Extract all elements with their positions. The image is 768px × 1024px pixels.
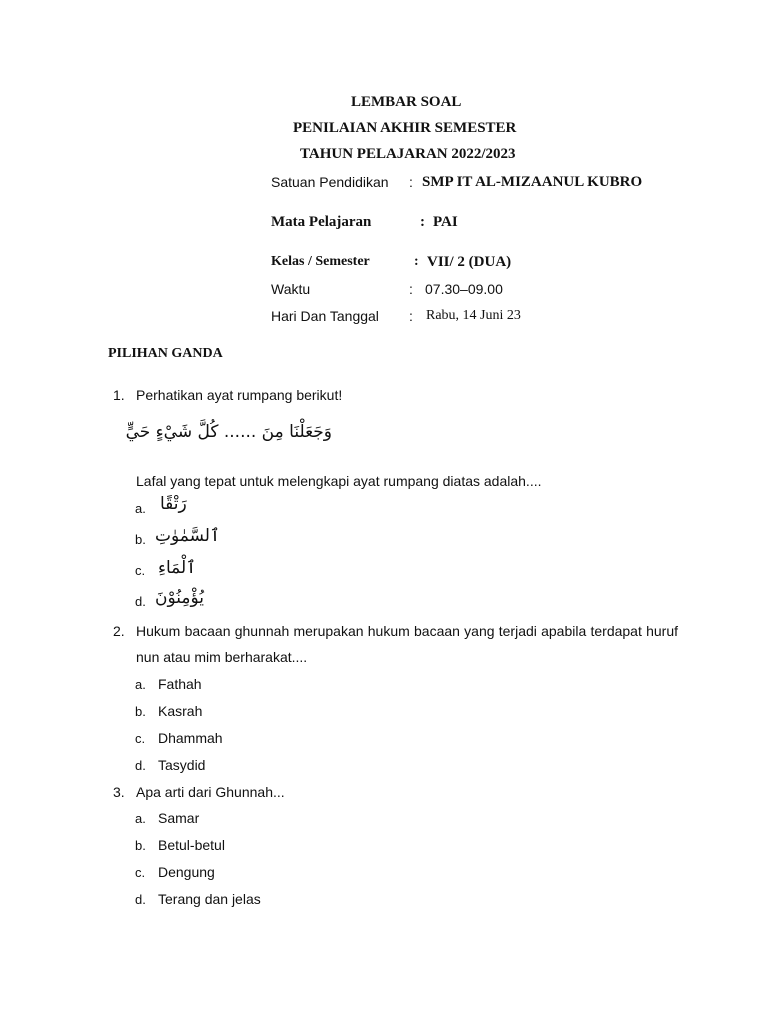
option-a-arabic[interactable]: رَتْقًا	[160, 494, 187, 514]
question-text: Apa arti dari Ghunnah...	[136, 784, 285, 800]
option-letter-d: d.	[135, 892, 146, 907]
option-d-text[interactable]: Terang dan jelas	[158, 891, 261, 907]
info-label-tanggal: Hari Dan Tanggal	[271, 308, 379, 324]
question-followup: Lafal yang tepat untuk melengkapi ayat rumpang diatas adalah....	[136, 473, 542, 489]
info-sep-waktu: :	[409, 281, 413, 297]
question-number: 1.	[113, 387, 125, 403]
option-a-text[interactable]: Fathah	[158, 676, 202, 692]
option-c-text[interactable]: Dengung	[158, 864, 215, 880]
option-letter-c: c.	[135, 731, 146, 746]
info-value-mapel: PAI	[433, 214, 458, 230]
info-label-kelas: Kelas / Semester	[271, 254, 370, 269]
question-text: Perhatikan ayat rumpang berikut!	[136, 387, 343, 403]
option-letter-b: b.	[135, 532, 146, 547]
section-title: PILIHAN GANDA	[108, 346, 223, 361]
info-value-kelas: VII/ 2 (DUA)	[427, 254, 512, 270]
option-letter-b: b.	[135, 704, 146, 719]
header-title-line3: TAHUN PELAJARAN 2022/2023	[300, 146, 516, 162]
option-letter-d: d.	[135, 594, 146, 609]
info-label-satuan: Satuan Pendidikan	[271, 174, 389, 190]
option-letter-c: c.	[135, 865, 146, 880]
question-number: 3.	[113, 784, 125, 800]
question-number: 2.	[113, 623, 125, 639]
info-sep-tanggal: :	[409, 308, 413, 324]
option-letter-a: a.	[135, 677, 146, 692]
header-title-line1: LEMBAR SOAL	[351, 94, 462, 110]
question-text-line2: nun atau mim berharakat....	[136, 649, 308, 665]
info-value-tanggal: Rabu, 14 Juni 23	[426, 308, 521, 323]
option-letter-c: c.	[135, 563, 146, 578]
option-d-text[interactable]: Tasydid	[158, 757, 206, 773]
option-b-text[interactable]: Kasrah	[158, 703, 203, 719]
option-letter-d: d.	[135, 758, 146, 773]
info-sep-mapel: :	[420, 214, 425, 230]
option-letter-b: b.	[135, 838, 146, 853]
info-label-waktu: Waktu	[271, 281, 311, 297]
info-value-satuan: SMP IT AL-MIZAANUL KUBRO	[422, 174, 643, 190]
option-b-text[interactable]: Betul-betul	[158, 837, 225, 853]
header-title-line2: PENILAIAN AKHIR SEMESTER	[293, 120, 517, 136]
option-a-text[interactable]: Samar	[158, 810, 200, 826]
option-letter-a: a.	[135, 811, 146, 826]
info-label-mapel: Mata Pelajaran	[271, 214, 372, 230]
option-c-arabic[interactable]: ٱلْمَاءِ	[158, 558, 197, 578]
arabic-verse: وَجَعَلْنَا مِنَ ...... كُلَّ شَيْءٍ حَيٍّ	[125, 422, 332, 442]
option-letter-a: a.	[135, 501, 146, 516]
info-sep-kelas: :	[414, 254, 419, 269]
question-text-line1: Hukum bacaan ghunnah merupakan hukum bacaan yang terjadi apabila terdapat huruf	[136, 623, 678, 639]
option-b-arabic[interactable]: ٱلسَّمٰوٰتِ	[155, 526, 220, 546]
info-sep-satuan: :	[409, 174, 413, 190]
info-value-waktu: 07.30–09.00	[425, 281, 503, 297]
option-d-arabic[interactable]: يُؤْمِنُوْنَ	[155, 588, 205, 608]
option-c-text[interactable]: Dhammah	[158, 730, 223, 746]
